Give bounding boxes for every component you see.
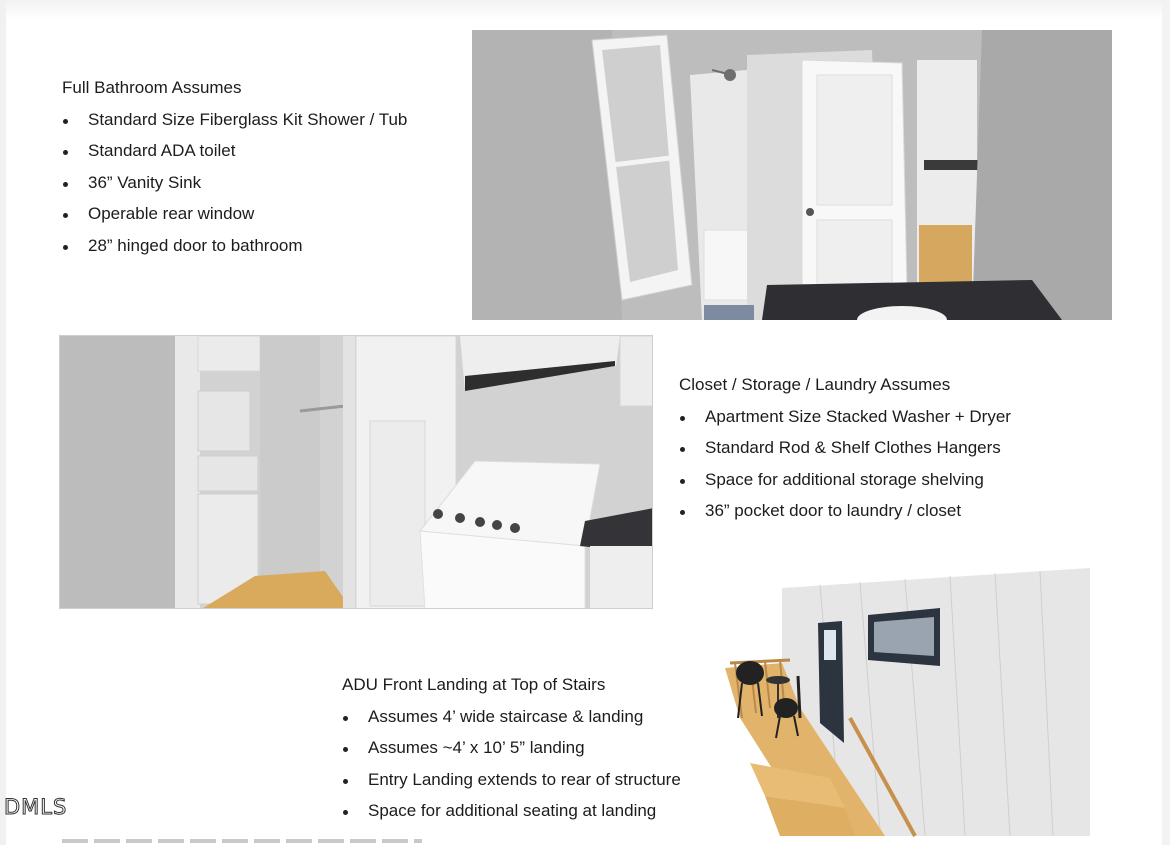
list-item: Operable rear window [62, 203, 407, 225]
bathroom-section [62, 77, 407, 257]
list-item: Assumes 4’ wide staircase & landing [342, 706, 681, 728]
bathroom-heading: Full Bathroom Assumes [62, 78, 242, 97]
closet-heading: Closet / Storage / Laundry Assumes [679, 375, 951, 394]
list-item: 36” pocket door to laundry / closet [679, 500, 1011, 522]
landing-render-drawing [720, 568, 1092, 838]
mls-watermark: DMLS [4, 795, 68, 819]
landing-render [720, 568, 1092, 838]
list-item: Assumes ~4’ x 10’ 5” landing [342, 737, 681, 759]
list-item: Standard Size Fiberglass Kit Shower / Tub [62, 109, 407, 131]
bathroom-render-drawing [472, 30, 1112, 320]
bathroom-render [472, 30, 1112, 320]
page-right-edge [1162, 0, 1170, 845]
closet-render-drawing [60, 336, 653, 609]
list-item: 28” hinged door to bathroom [62, 235, 407, 257]
bathroom-list [62, 109, 407, 257]
list-item: Standard ADA toilet [62, 140, 407, 162]
closet-section [679, 374, 1011, 522]
landing-heading: ADU Front Landing at Top of Stairs [342, 675, 606, 694]
list-item: Apartment Size Stacked Washer + Dryer [679, 406, 1011, 428]
list-item: Space for additional seating at landing [342, 800, 681, 822]
footer-text-cutoff [62, 839, 422, 843]
closet-list [679, 406, 1011, 523]
list-item: Standard Rod & Shelf Clothes Hangers [679, 437, 1011, 459]
closet-render [59, 335, 653, 609]
landing-list [342, 706, 681, 823]
list-item: Entry Landing extends to rear of structure [342, 769, 681, 791]
list-item: Space for additional storage shelving [679, 469, 1011, 491]
list-item: 36” Vanity Sink [62, 172, 407, 194]
landing-section [342, 674, 681, 822]
page-top-shade [0, 0, 1170, 20]
page-left-edge [0, 0, 6, 845]
